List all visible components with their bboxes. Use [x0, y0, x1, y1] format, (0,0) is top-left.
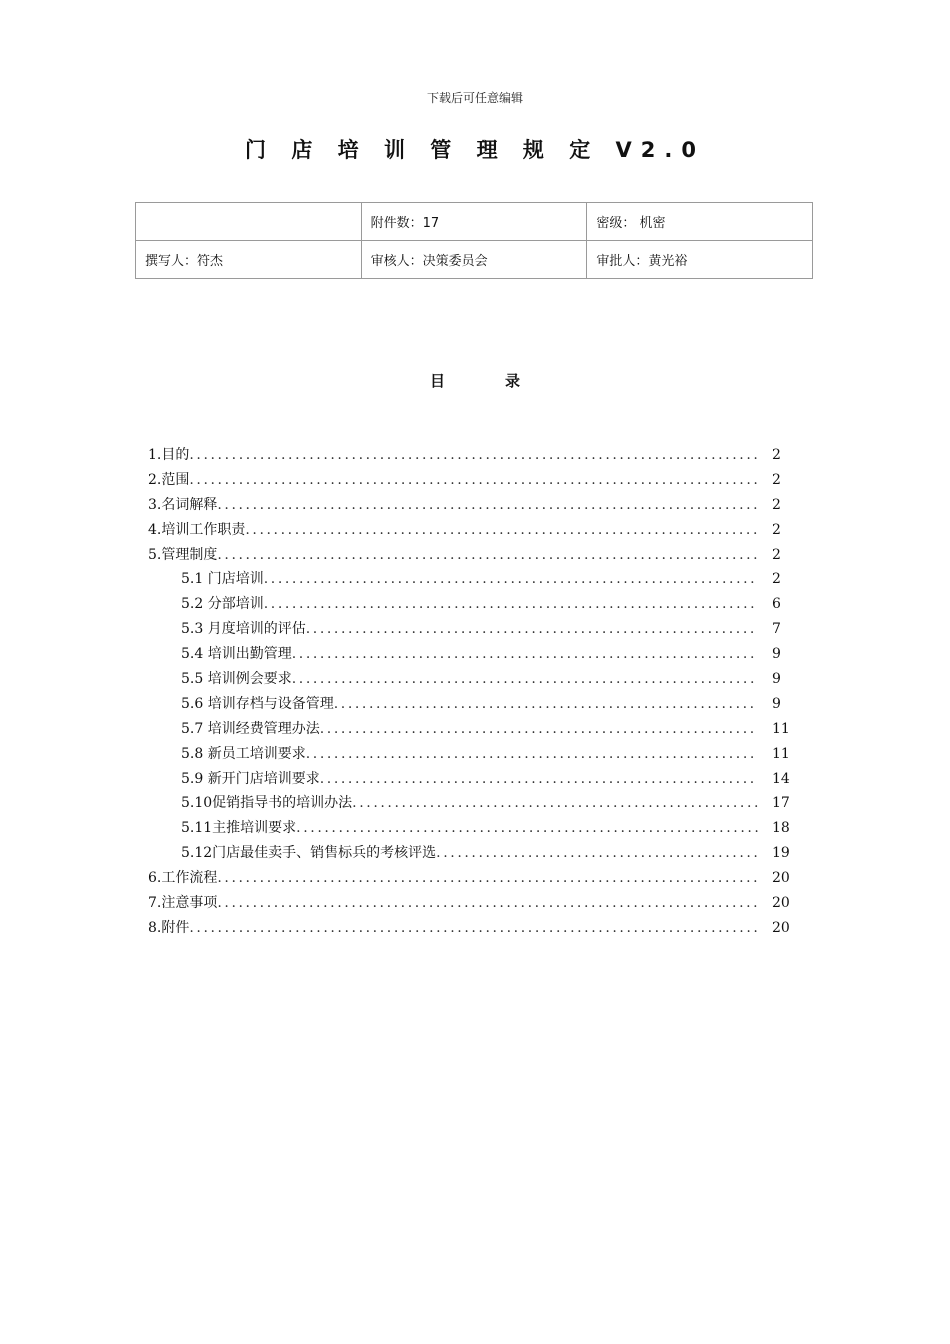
toc-entry-5-11[interactable] [148, 816, 802, 841]
info-cell-blank [136, 203, 362, 241]
toc-page: 14 [772, 770, 790, 787]
toc-heading-right: 录 [505, 372, 521, 390]
toc-page: 19 [772, 845, 790, 862]
toc-entry-attachments[interactable] [148, 916, 802, 941]
toc-leader [217, 891, 758, 916]
toc-entry-5-3[interactable] [148, 617, 802, 642]
toc-page: 18 [772, 820, 790, 837]
toc-entry-5-2[interactable] [148, 592, 802, 617]
toc-page: 2 [772, 521, 781, 538]
toc-leader [264, 592, 758, 617]
toc-leader [217, 866, 758, 891]
toc-heading [0, 370, 950, 391]
toc-label: 5.8 新员工培训要求 [181, 745, 306, 762]
toc-entry-5-5[interactable] [148, 667, 802, 692]
toc-page: 2 [772, 546, 781, 563]
toc-leader [306, 617, 758, 642]
toc-page: 6 [772, 596, 781, 613]
toc-page: 7 [772, 621, 781, 638]
toc-entry-5-4[interactable] [148, 642, 802, 667]
toc-entry-notes[interactable] [148, 891, 802, 916]
toc-label: 1.目的 [148, 447, 190, 463]
toc-leader [245, 518, 758, 543]
toc-label: 2.范围 [148, 471, 190, 488]
toc-entry-5-7[interactable] [148, 717, 802, 742]
toc-entry-responsibilities[interactable] [148, 518, 802, 543]
toc-leader [320, 767, 758, 792]
toc-leader [296, 816, 758, 841]
toc-leader [264, 567, 758, 592]
toc-page: 2 [772, 496, 781, 513]
toc-entry-5-10[interactable] [148, 791, 802, 816]
toc-entry-5-1[interactable] [148, 567, 802, 592]
toc-leader [352, 791, 758, 816]
toc-entry-5-8[interactable] [148, 742, 802, 767]
toc-page: 17 [772, 795, 790, 812]
toc-leader [217, 543, 758, 568]
author: 撰写人：符杰 [136, 241, 362, 279]
document-info-table [135, 202, 813, 279]
toc-entry-5-6[interactable] [148, 692, 802, 717]
toc-entry-management-system[interactable] [148, 543, 802, 568]
toc-label: 5.10促销指导书的培训办法 [181, 795, 353, 812]
toc-leader [189, 916, 758, 941]
toc-page: 2 [772, 571, 781, 588]
toc-label: 7.注意事项 [148, 895, 218, 912]
toc-entry-workflow[interactable] [148, 866, 802, 891]
toc-page: 11 [772, 745, 790, 762]
toc-entry-glossary[interactable] [148, 493, 802, 518]
toc-page: 2 [772, 471, 781, 488]
toc-page: 11 [772, 720, 790, 737]
toc-label: 5.1 门店培训 [181, 571, 264, 588]
reviewer: 审核人：决策委员会 [361, 241, 587, 279]
info-row-1 [136, 203, 813, 241]
table-of-contents [148, 443, 802, 941]
toc-leader [292, 642, 758, 667]
toc-label: 5.2 分部培训 [181, 596, 264, 613]
toc-label: 5.管理制度 [148, 546, 218, 563]
security-level: 密级： 机密 [587, 203, 813, 241]
toc-leader [334, 692, 758, 717]
toc-label: 8.附件 [148, 919, 190, 936]
toc-label: 5.4 培训出勤管理 [181, 646, 292, 663]
toc-page: 20 [772, 870, 790, 887]
toc-leader [320, 717, 758, 742]
toc-label: 5.7 培训经费管理办法 [181, 720, 320, 737]
toc-label: 5.9 新开门店培训要求 [181, 770, 320, 787]
toc-label: 6.工作流程 [148, 870, 218, 887]
toc-page: 9 [772, 671, 781, 688]
toc-leader [189, 468, 758, 493]
toc-entry-5-9[interactable] [148, 767, 802, 792]
toc-entry-5-12[interactable] [148, 841, 802, 866]
toc-entry-scope[interactable] [148, 468, 802, 493]
info-row-2 [136, 241, 813, 279]
toc-page: 2 [772, 447, 781, 463]
toc-page: 9 [772, 646, 781, 663]
toc-label: 5.12门店最佳卖手、销售标兵的考核评选 [181, 845, 437, 862]
toc-label: 5.5 培训例会要求 [181, 671, 292, 688]
toc-page: 9 [772, 695, 781, 712]
toc-leader [436, 841, 758, 866]
attachments-count: 附件数：17 [361, 203, 587, 241]
toc-entry-purpose[interactable] [148, 443, 802, 468]
toc-leader [306, 742, 758, 767]
toc-leader [292, 667, 758, 692]
document-title: 门 店 培 训 管 理 规 定 V2.0 [245, 138, 705, 162]
toc-label: 4.培训工作职责 [148, 521, 246, 538]
header-note: 下载后可任意编辑 [426, 91, 523, 105]
toc-page: 20 [772, 895, 790, 912]
toc-leader [189, 443, 758, 468]
toc-label: 5.3 月度培训的评估 [181, 621, 306, 638]
approver: 审批人：黄光裕 [587, 241, 813, 279]
toc-leader [217, 493, 758, 518]
toc-label: 5.6 培训存档与设备管理 [181, 695, 334, 712]
toc-label: 5.11主推培训要求 [181, 820, 297, 837]
toc-heading-left: 目 [429, 372, 445, 390]
toc-page: 20 [772, 919, 790, 936]
toc-label: 3.名词解释 [148, 496, 218, 513]
